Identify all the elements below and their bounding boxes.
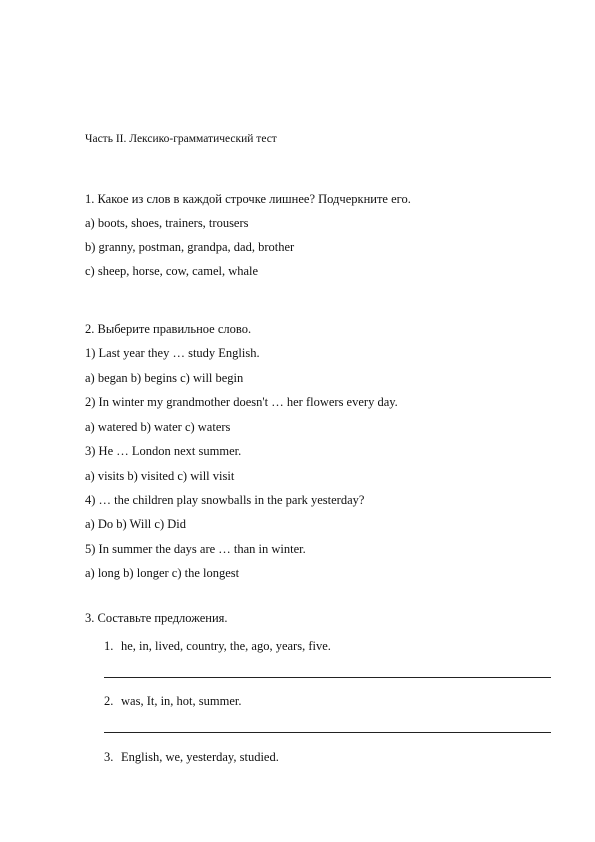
- task1-title: 1. Какое из слов в каждой строчке лишнее? Подчеркните его.: [85, 192, 411, 206]
- task2-question-1: 1) Last year they … study English.: [85, 346, 260, 360]
- answer-line-1[interactable]: [104, 677, 551, 678]
- task2-options-4: a) Do b) Will c) Did: [85, 517, 186, 531]
- answer-line-2[interactable]: [104, 732, 551, 733]
- task3-item-number: 3.: [104, 750, 114, 764]
- task2-question-3: 3) He … London next summer.: [85, 444, 242, 458]
- task2-question-2: 2) In winter my grandmother doesn't … her flowers every day.: [85, 395, 398, 409]
- task3-item-2: [104, 695, 241, 708]
- task1-row-a: a) boots, shoes, trainers, trousers: [85, 216, 249, 230]
- task2-question-4: 4) … the children play snowballs in the park yesterday?: [85, 493, 365, 507]
- task2-options-1: a) began b) begins c) will begin: [85, 371, 244, 385]
- task2-title: 2. Выберите правильное слово.: [85, 322, 252, 336]
- page-heading: Часть II. Лексико-грамматический тест: [85, 133, 277, 145]
- task2-options-2: a) watered b) water c) waters: [85, 420, 231, 434]
- task1-row-b: b) granny, postman, grandpa, dad, brother: [85, 240, 295, 254]
- task3-item-number: 1.: [104, 639, 114, 653]
- task3-item-number: 2.: [104, 694, 114, 708]
- task2-options-3: a) visits b) visited c) will visit: [85, 469, 235, 483]
- task3-item-1: [104, 640, 331, 653]
- task3-title: 3. Составьте предложения.: [85, 611, 228, 625]
- task3-item-text: he, in, lived, country, the, ago, years, five.: [121, 639, 331, 653]
- task1-row-c: c) sheep, horse, cow, camel, whale: [85, 264, 259, 278]
- task2-options-5: a) long b) longer c) the longest: [85, 566, 240, 580]
- task3-item-text: English, we, yesterday, studied.: [121, 750, 279, 764]
- task3-item-3: [104, 751, 279, 764]
- task3-item-text: was, It, in, hot, summer.: [121, 694, 242, 708]
- task2-question-5: 5) In summer the days are … than in winter.: [85, 542, 306, 556]
